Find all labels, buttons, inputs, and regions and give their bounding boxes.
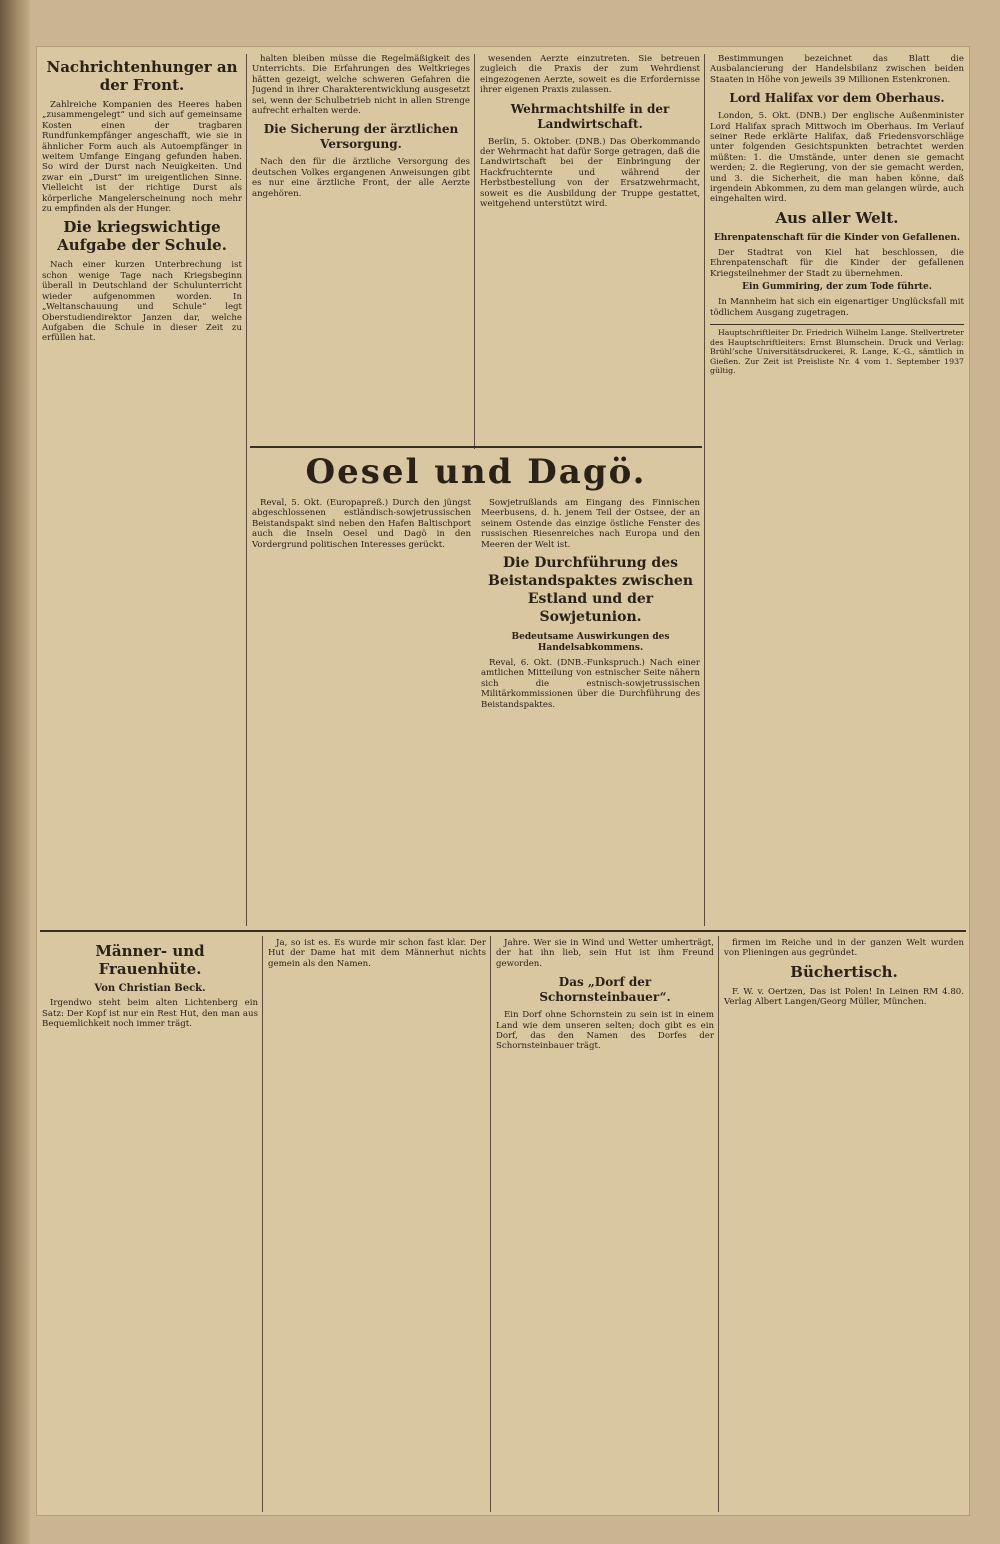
column-divider <box>474 54 475 449</box>
bottom-column-3 <box>496 938 714 1512</box>
newspaper-page <box>36 46 970 1516</box>
headline-maenner-frauenhuete: Männer- und Frauenhüte. <box>95 942 205 978</box>
article-schule-continued: halten bleiben müsse die Regelmäßigkeit des Unterrichts. Die Erfahrungen des Weltkrieges hätten gezeigt, welche schweren Gefahren die Jugend in ihrer Charakterentwicklung ausgesetzt sei, wenn der Schulbetrieb nicht in allen Strenge aufrecht erhalten werde. <box>252 54 470 117</box>
headline-aerztliche-versorgung: Die Sicherung der ärztlichen Versorgung. <box>263 122 459 152</box>
headline-beistandspakt: Die Durchführung des Beistandspaktes zwischen Estland und der Sowjetunion. <box>487 555 693 626</box>
impressum: Hauptschriftleiter Dr. Friedrich Wilhelm Lange. Stellvertreter des Hauptschriftleiters: Ernst Blumschein. Druck und Verlag: Brühl’sche Universitätsdruckerei, R. Lange, K.-G., sämtlich in Gießen. Zur Zeit ist Preisliste Nr. 4 vom 1. September 1937 gültig. <box>710 327 964 376</box>
article-beistandspakt-body: Reval, 6. Okt. (DNB.-Funkspruch.) Nach einer amtlichen Mitteilung von estnischer Seite nähern sich die estnisch-sowjetrussischen Militärkommissionen über die Durchführung des Beistandspaktes. <box>481 658 700 710</box>
subheadline-handelsabkommen: Bedeutsame Auswirkungen des Handelsabkommens. <box>511 632 670 654</box>
column-divider <box>718 936 719 1512</box>
headline-buechertisch: Büchertisch. <box>790 962 898 981</box>
article-huete-continued: Ja, so ist es. Es wurde mir schon fast klar. Der Hut der Dame hat mit dem Männerhut nichts gemein als den Namen. <box>268 938 486 969</box>
center-block <box>252 450 700 924</box>
article-huete-continued-2: Jahre. Wer sie in Wind und Wetter umherträgt, der hat ihn lieb, sein Hut ist ihm Freund geworden. <box>496 938 714 969</box>
column-divider <box>246 54 247 926</box>
article-oesel-body-continued: Sowjetrußlands am Eingang des Finnischen Meerbusens, d. h. jenem Teil der Ostsee, der an seinem Ostende das einzige östliche Fenster des russischen Riesenreiches nach Europa und den Meeren der Welt ist. <box>481 498 700 550</box>
column-divider <box>262 936 263 1512</box>
headline-wehrmachtshilfe: Wehrmachtshilfe in der Landwirtschaft. <box>510 101 670 131</box>
subheadline-gummiring: Ein Gummiring, der zum Tode führte. <box>742 282 932 293</box>
bottom-column-4 <box>724 938 964 1512</box>
headline-lord-halifax: Lord Halifax vor dem Oberhaus. <box>729 91 945 106</box>
column-2 <box>252 54 470 444</box>
article-buechertisch-body: F. W. v. Oertzen, Das ist Polen! In Leinen RM 4.80. Verlag Albert Langen/Georg Müller, München. <box>724 986 964 1008</box>
column-divider <box>490 936 491 1512</box>
column-1 <box>42 54 242 924</box>
article-oesel-body: Reval, 5. Okt. (Europapreß.) Durch den jüngst abgeschlossenen estländisch-sowjetrussischen Beistandspakt sind neben den Hafen Baltischport auch die Inseln Oesel und Dagö in den Vordergrund politischen Interesses gerückt. <box>252 498 471 550</box>
section-rule <box>250 446 702 448</box>
headline-nachrichtenhunger: Nachrichtenhunger an der Front. <box>46 58 238 94</box>
bottom-column-1 <box>42 938 258 1512</box>
column-divider <box>704 54 705 926</box>
article-schule-body: Nach einer kurzen Unterbrechung ist schon wenige Tage nach Kriegsbeginn überall in Deutschland der Schulunterricht wieder aufgenommen worden. In „Weltanschauung und Schule“ legt Oberstudiendirektor Janzen dar, welche Aufgaben die Schule in dieser Zeit zu erfüllen hat. <box>42 260 242 344</box>
article-lord-halifax-body: London, 5. Okt. (DNB.) Der englische Außenminister Lord Halifax sprach Mittwoch im Oberhaus. Im Verlauf seiner Rede erklärte Halifax, daß Friedensvorschläge unter folgenden Gesichtspunkten betrachtet werden müßten: 1. die Umstände, unter denen sie gemacht werden; 2. die Regierung, von der sie gemacht werden, und 3. die Sicherheit, die man haben könne, daß irgendein Abkommen, zu dem man gelangen würde, auch eingehalten wird. <box>710 111 964 205</box>
headline-oesel-dagoe: Oesel und Dagö. <box>305 452 647 492</box>
article-schornsteinbauer-continued: firmen im Reiche und in der ganzen Welt wurden von Plieningen aus gegründet. <box>724 938 964 959</box>
headline-aus-aller-welt: Aus aller Welt. <box>775 208 899 227</box>
subheadline-ehrenpatenschaft: Ehrenpatenschaft für die Kinder von Gefallenen. <box>713 232 961 243</box>
article-nachrichtenhunger-body: Zahlreiche Kompanien des Heeres haben „zusammengelegt“ und sich auf gemeinsame Kosten einen der tragbaren Rundfunkempfänger angeschafft, wie sie in ähnlicher Form auch als Autoempfänger in weitem Umfange Eingang gefunden haben. So wird der Durst nach Neuigkeiten. Und zwar ein „Durst“ im ureigentlichen Sinne. Vielleicht ist der richtige Durst als körperliche Mangelerscheinung noch mehr zu empfinden als der Hunger. <box>42 100 242 215</box>
headline-dorf-schornsteinbauer: Das „Dorf der Schornsteinbauer“. <box>539 975 671 1005</box>
section-rule <box>40 930 966 932</box>
bottom-column-2 <box>268 938 486 1512</box>
column-4 <box>710 54 964 924</box>
column-3 <box>480 54 700 444</box>
article-huete-body: Irgendwo steht beim alten Lichtenberg ein Satz: Der Kopf ist nur ein Rest Hut, den man aus Bequemlichkeit noch immer trägt. <box>42 998 258 1030</box>
headline-schule: Die kriegswichtige Aufgabe der Schule. <box>57 218 227 255</box>
article-ehrenpatenschaft-body: Der Stadtrat von Kiel hat beschlossen, die Ehrenpatenschaft für die Kinder der gefallenen Kriegsteilnehmer der Stadt zu übernehmen. <box>710 247 964 279</box>
article-aerztliche-versorgung-body: Nach den für die ärztliche Versorgung des deutschen Volkes ergangenen Anweisungen gibt es nur eine ärztliche Front, der alle Aerzte angehören. <box>252 157 470 199</box>
article-wehrmachtshilfe-body: Berlin, 5. Oktober. (DNB.) Das Oberkommando der Wehrmacht hat dafür Sorge getragen, daß die Landwirtschaft bei der Einbringung der Hackfruchternte und während der Herbstbestellung von der Ersatzwehrmacht, soweit es die Ausbildung der Truppe gestattet, weitgehend unterstützt wird. <box>480 136 700 210</box>
article-aerzte-continued: wesenden Aerzte einzutreten. Sie betreuen zugleich die Praxis der zum Wehrdienst eingezogenen Aerzte, soweit es die Erfordernisse ihrer eigenen Praxis zulassen. <box>480 54 700 96</box>
article-handelsbilanz-body: Bestimmungen bezeichnet das Blatt die Ausbalancierung der Handelsbilanz zwischen beiden Staaten in Höhe von jeweils 39 Millionen Estenkronen. <box>710 54 964 85</box>
book-binding <box>0 0 30 1544</box>
byline-christian-beck: Von Christian Beck. <box>94 983 206 994</box>
article-schornsteinbauer-body: Ein Dorf ohne Schornstein zu sein ist in einem Land wie dem unseren selten; doch gibt es ein Dorf, das den Namen des Dorfes der Schornsteinbauer trägt. <box>496 1010 714 1052</box>
article-gummiring-body: In Mannheim hat sich ein eigenartiger Unglücksfall mit tödlichem Ausgang zugetragen. <box>710 297 964 318</box>
